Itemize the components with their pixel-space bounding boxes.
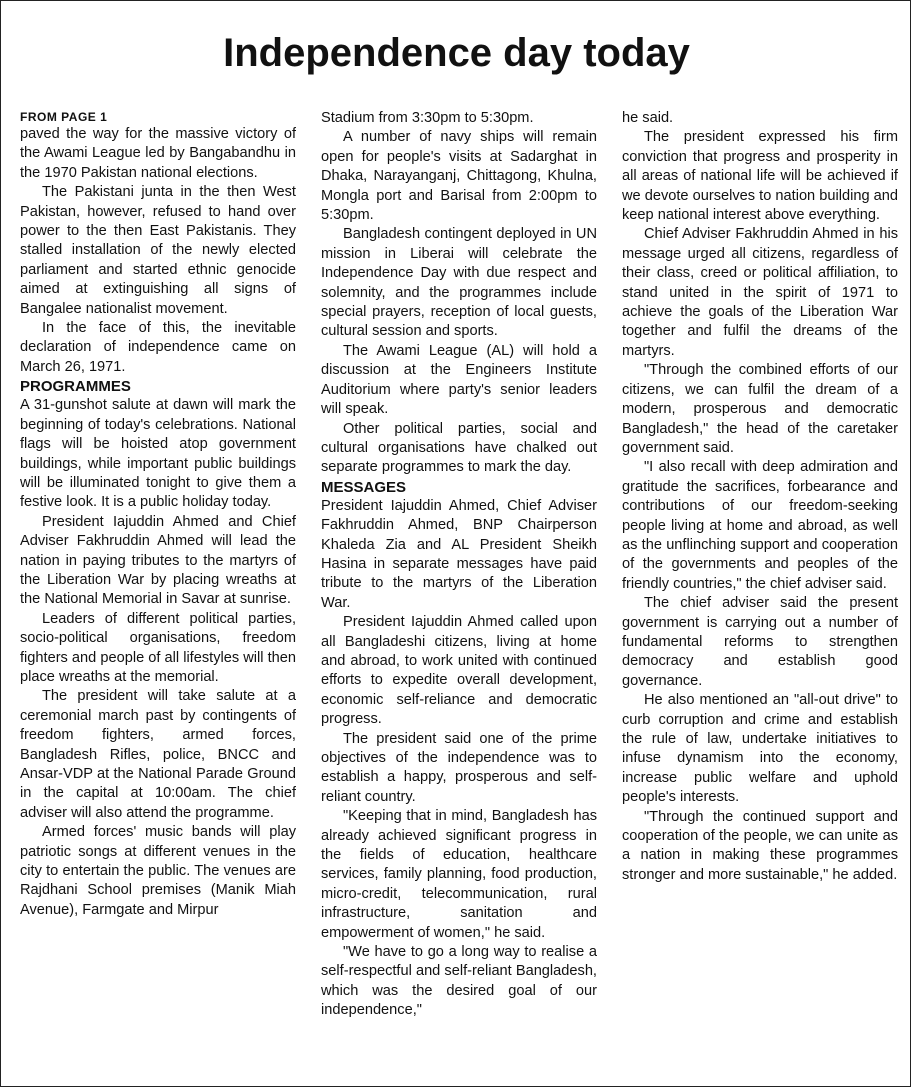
article-headline: Independence day today [223,31,690,75]
paragraph: paved the way for the massive victory of the Awami League led by Bangabandhu in the 1970 Pakistan national elections. [20,126,296,181]
paragraph: The Awami League (AL) will hold a discussion at the Engineers Institute Auditorium where party's senior leaders will speak. [321,342,597,418]
paragraph: The Pakistani junta in the then West Pakistan, however, refused to hand over power to the then East Pakistanis. They stalled installation of the newly elected parliament and started ethnic genocide aimed at extinguishing all signs of Bangalee nationalist movement. [20,184,296,317]
paragraph: "Through the combined efforts of our citizens, we can fulfil the dream of a modern, prosperous and democratic Bangladesh," the head of the caretaker government said. [622,362,898,456]
paragraph: The president said one of the prime objectives of the independence was to establish a happy, prosperous and self-reliant country. [321,730,597,805]
paragraph: "We have to go a long way to realise a self-respectful and self-reliant Bangladesh, which was the desired goal of our independence," [321,944,597,1019]
paragraph: he said. [622,110,674,126]
paragraph: In the face of this, the inevitable declaration of independence came on March 26, 1971. [20,320,296,375]
section-heading-programmes: PROGRAMMES [20,378,131,396]
paragraph: The president will take salute at a ceremonial march past by contingents of freedom fighters, armed forces, Bangladesh Rifles, police, BNCC and Ansar-VDP at the National Parade Ground in the capital at 10:00am. The chief adviser will also attend the programme. [20,688,296,821]
paragraph: "Through the continued support and cooperation of the people, we can unite as a nation in making these programmes stronger and more sustainable," he added. [622,808,898,883]
section-heading-messages: MESSAGES [321,478,407,496]
paragraph: Armed forces' music bands will play patriotic songs at different venues in the city to entertain the public. The venues are Rajdhani School premises (Manik Miah Avenue), Farmgate and Mirpur [20,824,296,918]
paragraph: Leaders of different political parties, socio-political organisations, freedom fighters and people of all lifestyles will then place wreaths at the memorial. [20,610,296,685]
paragraph: "I also recall with deep admiration and gratitude the sacrifices, forbearance and contributions of our freedom-seeking people living at home and abroad, as well as the unflinching support and cooperation of the governments and peoples of the friendly countries," the chief adviser said. [622,459,898,592]
paragraph: "Keeping that in mind, Bangladesh has already achieved significant progress in the fields of education, healthcare services, family planning, food production, micro-credit, telecommunication, rural infrastructure, sanitation and empowerment of women," he said. [321,808,597,941]
paragraph: Bangladesh contingent deployed in UN mission in Liberai will celebrate the Independence Day with due respect and solemnity, and the programmes include special prayers, reception of local guests, cultural session and sports. [321,226,597,340]
paragraph: Other political parties, social and cultural organisations have chalked out separate programmes to mark the day. [321,420,597,476]
paragraph: A number of navy ships will remain open for people's visits at Sadarghat in Dhaka, Narayanganj, Chittagong, Khulna, Mongla port and Barisal from 2:00pm to 5:30pm. [321,129,597,224]
paragraph: Chief Adviser Fakhruddin Ahmed in his message urged all citizens, regardless of their class, creed or political affiliation, to stand united in the spirit of 1971 to achieve the goals of the Liberation War together and fulfil the dreams of the martyrs. [622,226,898,359]
paragraph: President Iajuddin Ahmed and Chief Adviser Fakhruddin Ahmed will lead the nation in paying tributes to the martyrs of the Liberation War by placing wreaths at the National Memorial in Savar at sunrise. [20,513,296,608]
paragraph: The president expressed his firm conviction that progress and prosperity in all areas of national life will be achieved if we devote ourselves to nation building and keep national interest above everything. [622,129,898,224]
article-column-3 [622,109,898,1081]
paragraph: President Iajuddin Ahmed called upon all Bangladeshi citizens, living at home and abroad, to work united with continued efforts to expedite overall development, economic self-reliance and democratic progress. [321,614,597,728]
paragraph: President Iajuddin Ahmed, Chief Adviser Fakhruddin Ahmed, BNP Chairperson Khaleda Zia and AL President Sheikh Hasina in separate messages have paid tribute to the martyrs of the Liberation War. [321,497,597,611]
article-column-1 [20,109,296,1081]
article-column-2 [321,109,597,1081]
paragraph: He also mentioned an "all-out drive" to curb corruption and crime and establish the rule of law, undertake initiatives to infuse dynamism into the economy, increase public welfare and uphold people's interests. [622,692,898,806]
continuation-label: FROM PAGE 1 [20,110,108,124]
paragraph: Stadium from 3:30pm to 5:30pm. [321,110,534,126]
paragraph: A 31-gunshot salute at dawn will mark the beginning of today's celebrations. National flags will be hoisted atop government buildings, while important public buildings will be illuminated tonight to give them a festive look. It is a public holiday today. [20,397,296,511]
paragraph: The chief adviser said the present government is carrying out a number of fundamental reforms to strengthen democracy and establish good governance. [622,595,898,689]
